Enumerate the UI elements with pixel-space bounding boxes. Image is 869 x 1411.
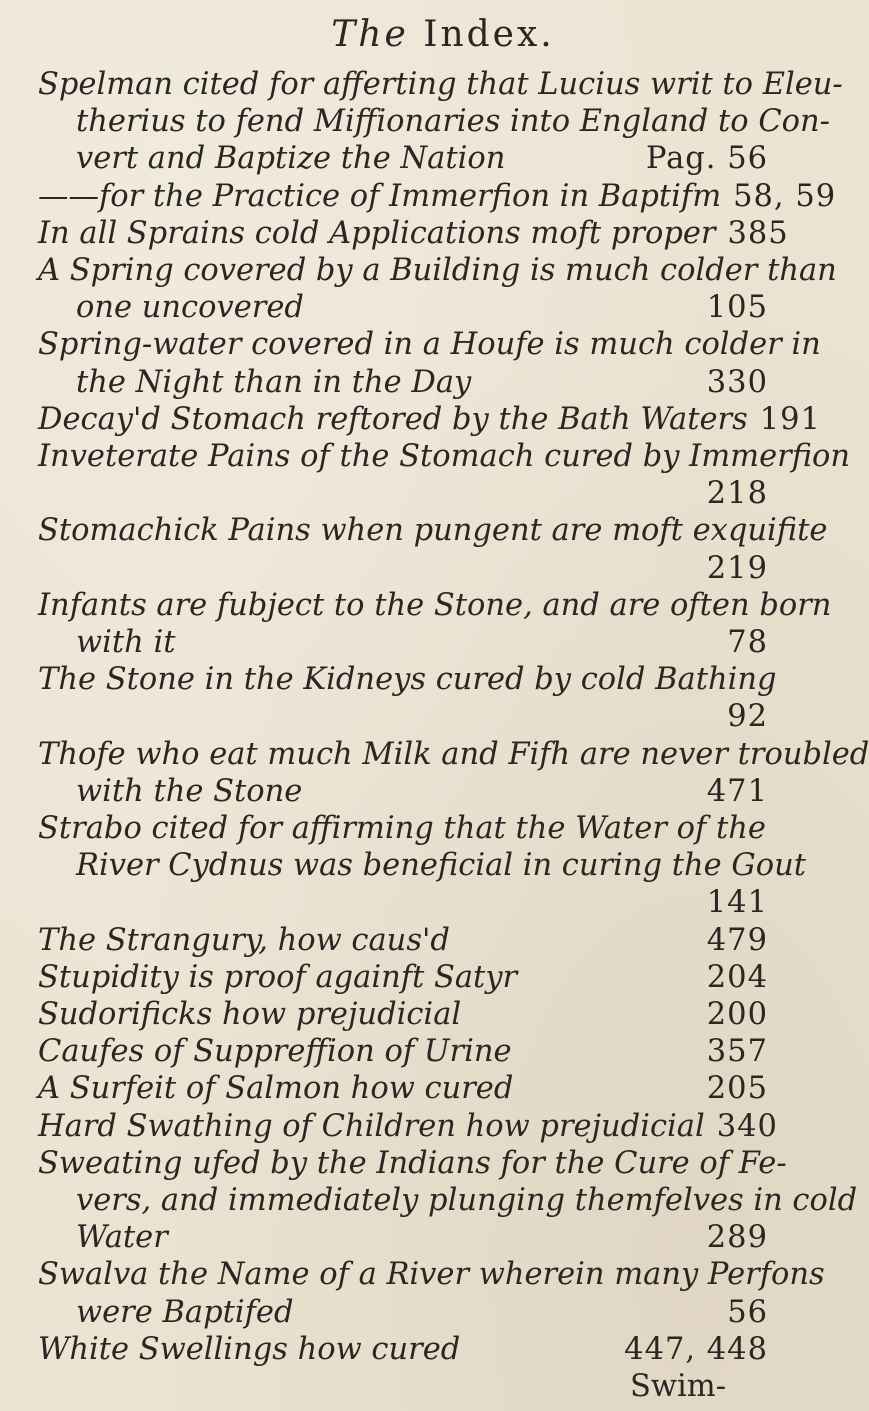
entry-text: Hard Swathing of Children how prejudicial [38,1108,705,1144]
index-entry [38,922,768,959]
entry-text: Stupidity is proof againft Satyr [38,959,518,995]
entry-line [38,959,768,996]
index-entry [38,512,828,586]
entry-line [38,512,828,549]
entry-line [38,289,768,326]
entry-text: In all Sprains cold Applications moft proper [38,215,716,251]
entry-line [38,773,768,810]
header-word: Index. [423,14,555,55]
entry-page-number: 479 [706,922,768,958]
index-entry [38,438,851,512]
entry-line [38,661,777,698]
entry-page-line [38,475,768,512]
index-entry [38,1256,825,1330]
entry-line [38,1219,768,1256]
entry-text: Infants are fubject to the Stone, and are often born [38,587,832,623]
entry-page-number: 330 [706,364,768,400]
index-entry [38,736,869,810]
entry-text: vert and Baptize the Nation [76,141,506,177]
entry-text: ——for the Practice of Immerfion in Baptifm [38,178,722,214]
entry-line [38,587,832,624]
entry-text: Stomachick Pains when pungent are moft exquifite [38,513,828,549]
index-entry [38,1145,858,1257]
entry-page-number: 78 [727,625,768,661]
entry-text: Water [76,1220,168,1256]
entry-text: Inveterate Pains of the Stomach cured by Immerfion [38,439,851,475]
entry-line [38,364,768,401]
entry-page-number: 289 [706,1220,768,1256]
page-header [38,10,768,60]
entry-page-number: 200 [706,997,768,1033]
entry-line [38,1145,787,1182]
entry-text: the Night than in the Day [76,364,472,400]
index-entry [38,66,843,178]
entry-line [38,1256,825,1293]
entry-page-number: 447, 448 [624,1331,768,1367]
entry-line [38,996,768,1033]
entry-text: one uncovered [76,290,304,326]
entry-line [38,252,837,289]
entry-page-line [38,550,768,587]
entry-line [38,736,869,773]
entry-line [38,1182,858,1219]
index-entry [38,1108,778,1145]
entry-line [38,1070,768,1107]
entry-text: Spring-water covered in a Houfe is much colder in [38,327,821,363]
header-prefix: The [331,14,409,55]
index-entries [38,66,869,1368]
entry-line [38,103,830,140]
entry-line [38,401,821,438]
entry-line [38,326,821,363]
entry-text: A Spring covered by a Building is much colder than [38,253,837,289]
entry-text: with it [76,625,176,661]
entry-line [38,1331,768,1368]
entry-text: White Swellings how cured [38,1331,461,1367]
entry-page-number: 357 [706,1034,768,1070]
index-entry [38,215,789,252]
index-entry [38,959,768,996]
entry-text: were Baptifed [76,1294,294,1330]
entry-line [38,847,807,884]
entry-text: The Stone in the Kidneys cured by cold Bathing [38,662,777,698]
entry-page-number: Pag. 56 [645,141,768,177]
entry-line [38,438,851,475]
index-entry [38,996,768,1033]
entry-page-number: 218 [706,476,768,512]
entry-page-line [38,884,768,921]
entry-page-number: 385 [727,215,789,251]
entry-line [38,1033,768,1070]
entry-page-number: 191 [759,401,821,437]
entry-text: Sudorificks how prejudicial [38,997,462,1033]
entry-line [38,178,837,215]
entry-line [38,1108,778,1145]
entry-text: Swalva the Name of a River wherein many Perfons [38,1257,825,1293]
entry-page-number: 471 [706,773,768,809]
entry-text: with the Stone [76,773,303,809]
entry-page-number: 92 [727,699,768,735]
entry-line [38,624,768,661]
entry-page-number: 204 [706,959,768,995]
entry-line [38,810,768,847]
entry-text: Decay'd Stomach reftored by the Bath Waters [38,401,748,437]
index-entry [38,252,837,326]
index-entry [38,1331,768,1368]
entry-text: The Strangury, how caus'd [38,922,450,958]
entry-page-number: 56 [727,1294,768,1330]
entry-line [38,1294,768,1331]
entry-text: Sweating ufed by the Indians for the Cure of Fe- [38,1145,787,1181]
entry-page-line [38,698,768,735]
entry-line [38,66,843,103]
entry-text: vers, and immediately plunging themfelves in cold [76,1183,858,1219]
entry-line [38,140,768,177]
index-entry [38,1033,768,1070]
entry-page-number: 58, 59 [733,178,837,214]
entry-text: Strabo cited for affirming that the Water of the [38,811,766,847]
catchword: Swim- [630,1369,726,1405]
entry-page-number: 105 [706,290,768,326]
index-entry [38,401,821,438]
entry-page-number: 340 [716,1108,778,1144]
index-entry [38,587,832,661]
index-entry [38,326,821,400]
entry-line [38,215,789,252]
index-entry [38,178,837,215]
index-entry [38,810,807,922]
entry-page-number: 141 [706,885,768,921]
entry-text: Spelman cited for afferting that Lucius writ to Eleu- [38,67,843,102]
entry-page-number: 219 [706,550,768,586]
entry-text: Caufes of Suppreffion of Urine [38,1034,512,1070]
entry-text: A Surfeit of Salmon how cured [38,1071,514,1107]
entry-page-number: 205 [706,1071,768,1107]
entry-text: River Cydnus was beneficial in curing the Gout [76,848,807,884]
entry-line [38,922,768,959]
entry-text: Thofe who eat much Milk and Fifh are never troubled [38,736,869,772]
entry-text: therius to fend Miffionaries into England to Con- [76,104,830,140]
index-entry [38,1070,768,1107]
index-entry [38,661,777,735]
